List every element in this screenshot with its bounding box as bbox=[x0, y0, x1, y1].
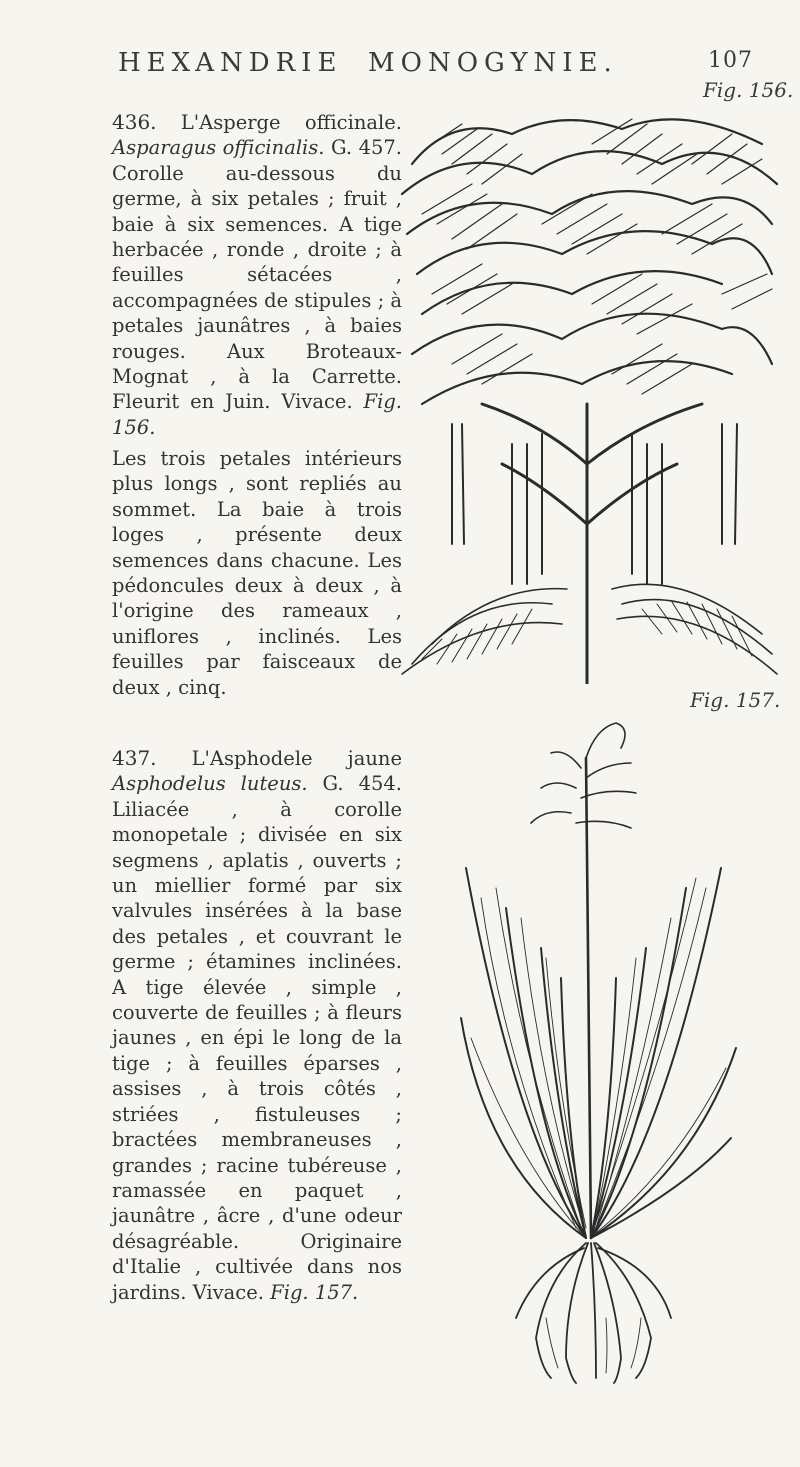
page-number: 107 bbox=[708, 48, 753, 73]
entry-436-number: 436. bbox=[112, 110, 157, 134]
entry-436-note bbox=[112, 446, 402, 700]
entry-437 bbox=[112, 746, 402, 1305]
entry-437-fig-ref: Fig. 157. bbox=[270, 1280, 359, 1304]
entry-436-fig-ref: Fig. 156. bbox=[112, 390, 402, 439]
figure-156-label: Fig. 156. bbox=[703, 78, 794, 102]
running-head-center: MONOGYNIE. bbox=[368, 48, 618, 78]
entry-437-title: L'Asphodele jaune bbox=[191, 747, 402, 770]
running-head bbox=[118, 48, 758, 88]
entry-436 bbox=[112, 110, 402, 440]
asparagus-engraving bbox=[392, 104, 782, 684]
entry-436-note-text: Les trois petales intérieurs plus longs , sont repliés au sommet. La baie à trois loges , présente deux semences dans chacune. Les pédoncules deux à deux , à l'origine des rameaux , uniflores , inclinés. Les feuilles par faisceaux de deux , cinq. bbox=[112, 447, 402, 699]
entry-437-text: Liliacée , à corolle monopetale ; divisée en six segmens , aplatis , ouverts ; un miellier formé par six valvules insérées à la base des petales , et couvrant le germe ; étamines inclinées. A tige élevée , simple , couverte de feuilles ; à fleurs jaunes , en épi le long de la tige ; à feuilles éparses , assises , à trois côtés , striées , fistuleuses ; bractées membraneuses , grandes ; racine tubéreuse , ramassée en paquet , jaunâtre , âcre , d'une odeur désagréable. Originaire d'Italie , cultivée dans nos jardins. Vivace. bbox=[112, 797, 402, 1304]
entry-436-latin: Asparagus officinalis. bbox=[112, 136, 325, 160]
entry-437-ref: G. 454. bbox=[322, 772, 402, 796]
entry-436-ref: G. 457. bbox=[331, 136, 402, 160]
asparagus-illustration-icon bbox=[392, 104, 782, 684]
asphodel-illustration-icon bbox=[446, 718, 746, 1384]
entry-437-number: 437. bbox=[112, 746, 157, 770]
running-head-left: HEXANDRIE bbox=[118, 48, 343, 78]
asphodel-engraving bbox=[446, 718, 746, 1384]
entry-436-title: L'Asperge officinale. bbox=[180, 111, 402, 134]
entry-437-latin: Asphodelus luteus. bbox=[112, 772, 308, 796]
entry-436-text: Corolle au-dessous du germe, à six petales ; fruit , baie à six semences. A tige herbacée , ronde , droite ; à feuilles sétacées , accompagnées de stipules ; à petales jaunâtres , à baies rouges. Aux Broteaux-Mognat , à la Carrette. Fleurit en Juin. Vivace. bbox=[112, 161, 402, 414]
figure-157-label: Fig. 157. bbox=[690, 688, 781, 712]
